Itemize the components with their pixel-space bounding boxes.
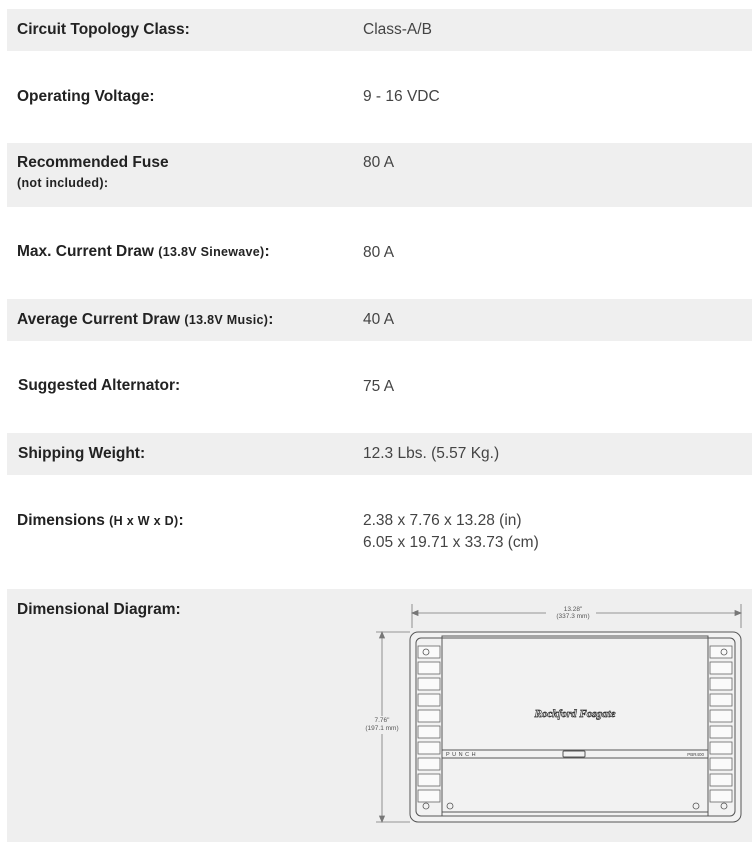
spec-value-metric: 6.05 x 19.71 x 33.73 (cm) bbox=[363, 534, 539, 551]
spec-label-note: (13.8V Sinewave) bbox=[158, 245, 265, 259]
spec-row-voltage bbox=[7, 51, 752, 143]
spec-value: Class-A/B bbox=[363, 21, 432, 38]
width-dimension-label: 13.28" bbox=[563, 606, 583, 613]
spec-label: Dimensional Diagram: bbox=[17, 601, 181, 618]
spec-row-dimensions bbox=[7, 475, 752, 589]
spec-row-alternator bbox=[7, 341, 752, 433]
dimensional-diagram bbox=[360, 600, 752, 832]
spec-value: 75 A bbox=[363, 378, 395, 395]
spec-label: Average Current Draw (13.8V Music): bbox=[17, 311, 274, 328]
spec-label-note: (not included) bbox=[17, 176, 104, 190]
spec-row-max-current bbox=[7, 207, 752, 299]
spec-label-note: (13.8V Music) bbox=[184, 313, 269, 327]
spec-value: 80 A bbox=[363, 244, 395, 261]
spec-label: Operating Voltage: bbox=[17, 88, 155, 105]
spec-row-avg-current bbox=[7, 299, 752, 341]
spec-value: 12.3 Lbs. (5.57 Kg.) bbox=[363, 445, 500, 462]
width-dimension-metric: (337.3 mm) bbox=[556, 613, 590, 620]
spec-row-weight bbox=[7, 433, 752, 475]
spec-label: Shipping Weight: bbox=[18, 445, 146, 462]
spec-row-topology bbox=[7, 9, 752, 51]
amplifier-drawing bbox=[360, 600, 752, 832]
spec-value: 9 - 16 VDC bbox=[363, 88, 440, 105]
spec-value-imperial: 2.38 x 7.76 x 13.28 (in) bbox=[363, 512, 522, 529]
spec-label: Suggested Alternator: bbox=[18, 377, 181, 394]
spec-value: 80 A bbox=[363, 154, 395, 171]
spec-label: Dimensions (H x W x D): bbox=[17, 512, 184, 529]
height-dimension-label: 7.76" bbox=[374, 717, 390, 724]
spec-label: Max. Current Draw (13.8V Sinewave): bbox=[17, 243, 270, 260]
brand-logo: Rockford Fosgate bbox=[534, 708, 616, 720]
model-label: PBR400 bbox=[687, 752, 704, 757]
spec-label-note: (H x W x D) bbox=[109, 514, 179, 528]
series-label: PUNCH bbox=[446, 752, 479, 758]
spec-row-fuse bbox=[7, 143, 752, 207]
height-dimension-metric: (197.1 mm) bbox=[365, 725, 399, 732]
spec-value: 40 A bbox=[363, 311, 395, 328]
spec-label: Circuit Topology Class: bbox=[17, 21, 190, 38]
spec-value bbox=[363, 510, 539, 554]
spec-label: Recommended Fuse (not included): bbox=[17, 154, 169, 190]
